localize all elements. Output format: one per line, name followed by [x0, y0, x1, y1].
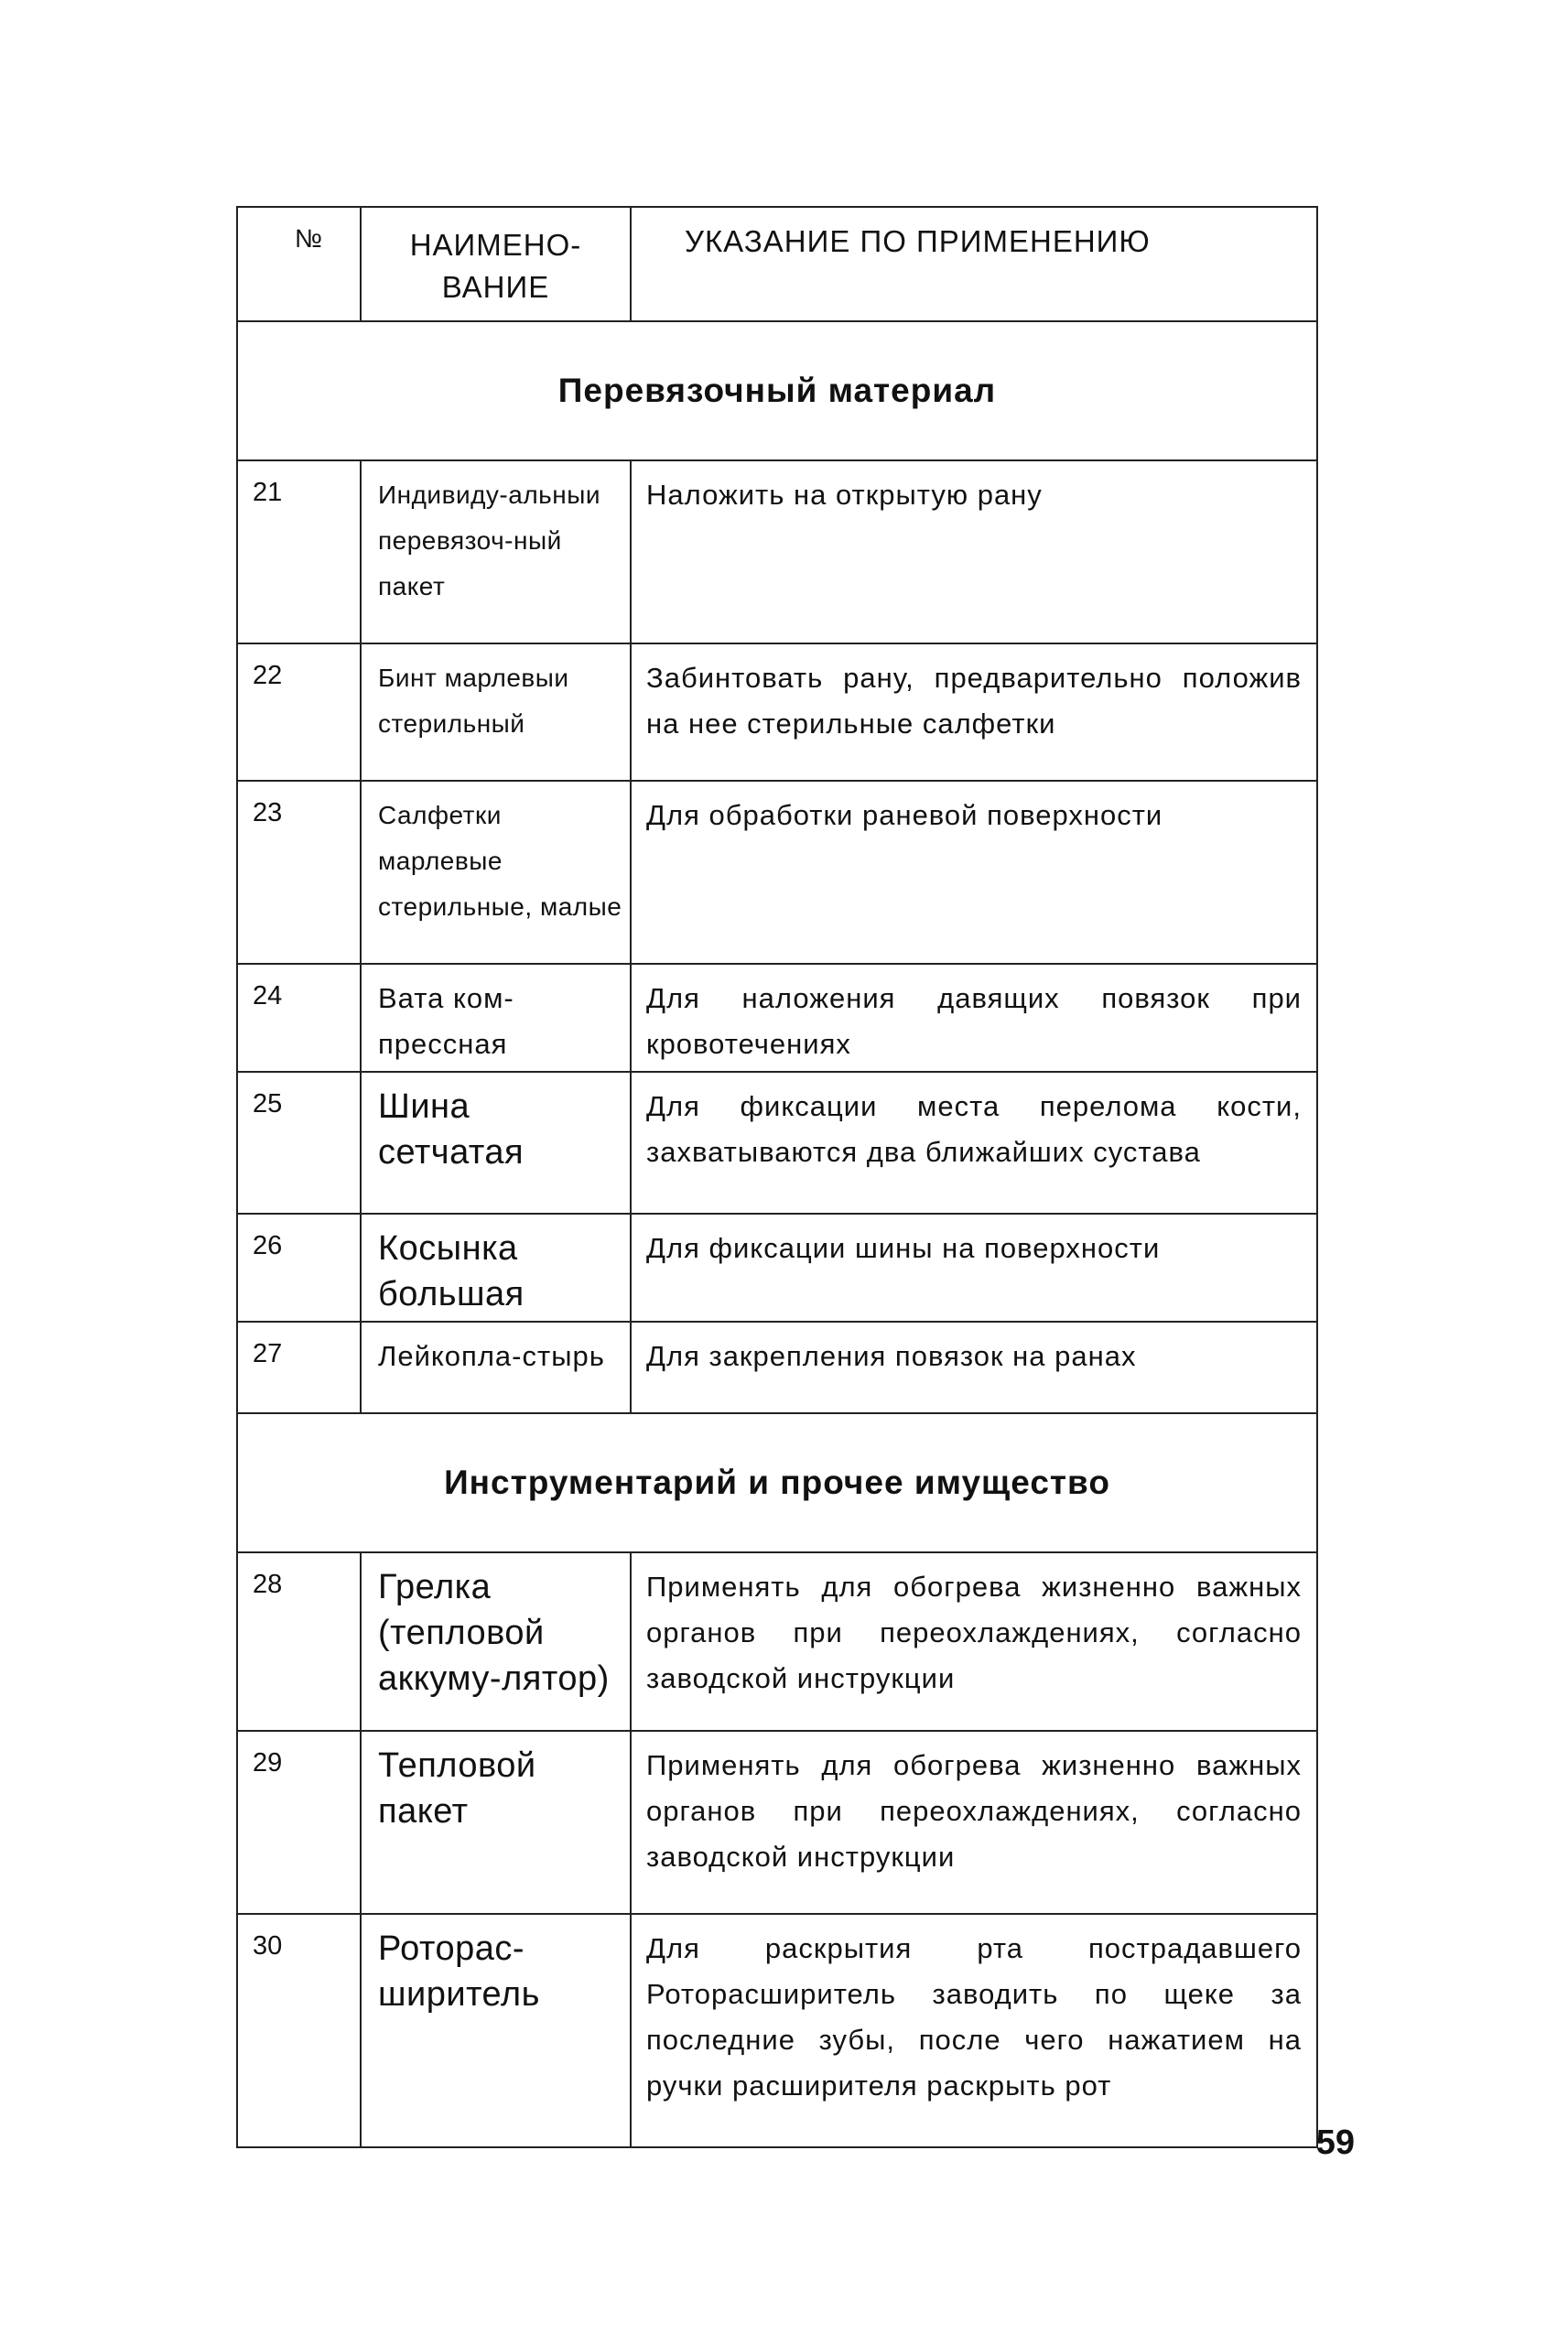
table-row [237, 1072, 1317, 1214]
row-usage-text: Для наложения давящих повязок при кровотечениях [646, 982, 1302, 1060]
row-usage [631, 964, 1317, 1072]
row-name: Вата ком-прессная [361, 964, 631, 1072]
table-row [237, 1914, 1317, 2147]
row-usage [631, 1072, 1317, 1214]
row-name: Косынка большая [361, 1214, 631, 1322]
row-name: Лейкопла-стырь [361, 1322, 631, 1413]
header-name-text: НАИМЕНО-ВАНИЕ [409, 228, 582, 304]
table-row [237, 964, 1317, 1072]
row-usage [631, 1214, 1317, 1322]
row-usage [631, 1322, 1317, 1413]
section-title: Инструментарий и прочее имущество [237, 1413, 1317, 1552]
row-usage-text: Применять для обогрева жизненно важных органов при переохлаждениях, согласно заводской инструкции [646, 1571, 1302, 1694]
row-num: 25 [237, 1072, 361, 1214]
row-num: 30 [237, 1914, 361, 2147]
row-num: 21 [237, 460, 361, 643]
row-usage [631, 1731, 1317, 1914]
header-num: № [237, 207, 361, 321]
table-row [237, 1322, 1317, 1413]
section-row [237, 1413, 1317, 1552]
row-num: 28 [237, 1552, 361, 1731]
row-name: Тепловой пакет [361, 1731, 631, 1914]
row-name: Грелка (тепловой аккуму-лятор) [361, 1552, 631, 1731]
row-usage [631, 1552, 1317, 1731]
row-usage [631, 460, 1317, 643]
table-row [237, 643, 1317, 781]
table-row [237, 460, 1317, 643]
table-row [237, 1552, 1317, 1731]
row-num: 27 [237, 1322, 361, 1413]
table-header-row [237, 207, 1317, 321]
row-num: 29 [237, 1731, 361, 1914]
row-name: Индивиду-альныи перевязоч-ный пакет [361, 460, 631, 643]
row-name: Салфетки марлевые стерильные, малые [361, 781, 631, 964]
table-row [237, 781, 1317, 964]
row-usage-text: Для раскрытия рта пострадавшего Роторасширитель заводить по щеке за последние зубы, после чего нажатием на ручки расширителя раскрыть рот [646, 1932, 1302, 2102]
row-num: 26 [237, 1214, 361, 1322]
row-usage-text: Забинтовать рану, предварительно положив на нее стерильные салфетки [646, 662, 1302, 740]
row-usage [631, 1914, 1317, 2147]
row-name: Роторас-ширитель [361, 1914, 631, 2147]
section-row [237, 321, 1317, 460]
row-usage [631, 643, 1317, 781]
row-usage [631, 781, 1317, 964]
row-usage-text: Наложить на открытую рану [646, 479, 1043, 511]
section-title: Перевязочный материал [237, 321, 1317, 460]
row-usage-text: Для закрепления повязок на ранах [646, 1340, 1137, 1372]
row-usage-text: Для обработки раневой поверхности [646, 799, 1163, 831]
table-row [237, 1214, 1317, 1322]
page-number: 59 [1315, 2123, 1355, 2162]
equipment-table [236, 206, 1318, 2148]
row-usage-text: Для фиксации места перелома кости, захватываются два ближайших сустава [646, 1090, 1302, 1168]
row-name: Бинт марлевыи стерильный [361, 643, 631, 781]
header-name [361, 207, 631, 321]
table-row [237, 1731, 1317, 1914]
row-usage-text: Применять для обогрева жизненно важных органов при переохлаждениях, согласно заводской инструкции [646, 1749, 1302, 1873]
row-num: 22 [237, 643, 361, 781]
header-usage: УКАЗАНИЕ ПО ПРИМЕНЕНИЮ [631, 207, 1317, 321]
row-num: 23 [237, 781, 361, 964]
row-name: Шина сетчатая [361, 1072, 631, 1214]
row-num: 24 [237, 964, 361, 1072]
row-usage-text: Для фиксации шины на поверхности [646, 1232, 1161, 1264]
